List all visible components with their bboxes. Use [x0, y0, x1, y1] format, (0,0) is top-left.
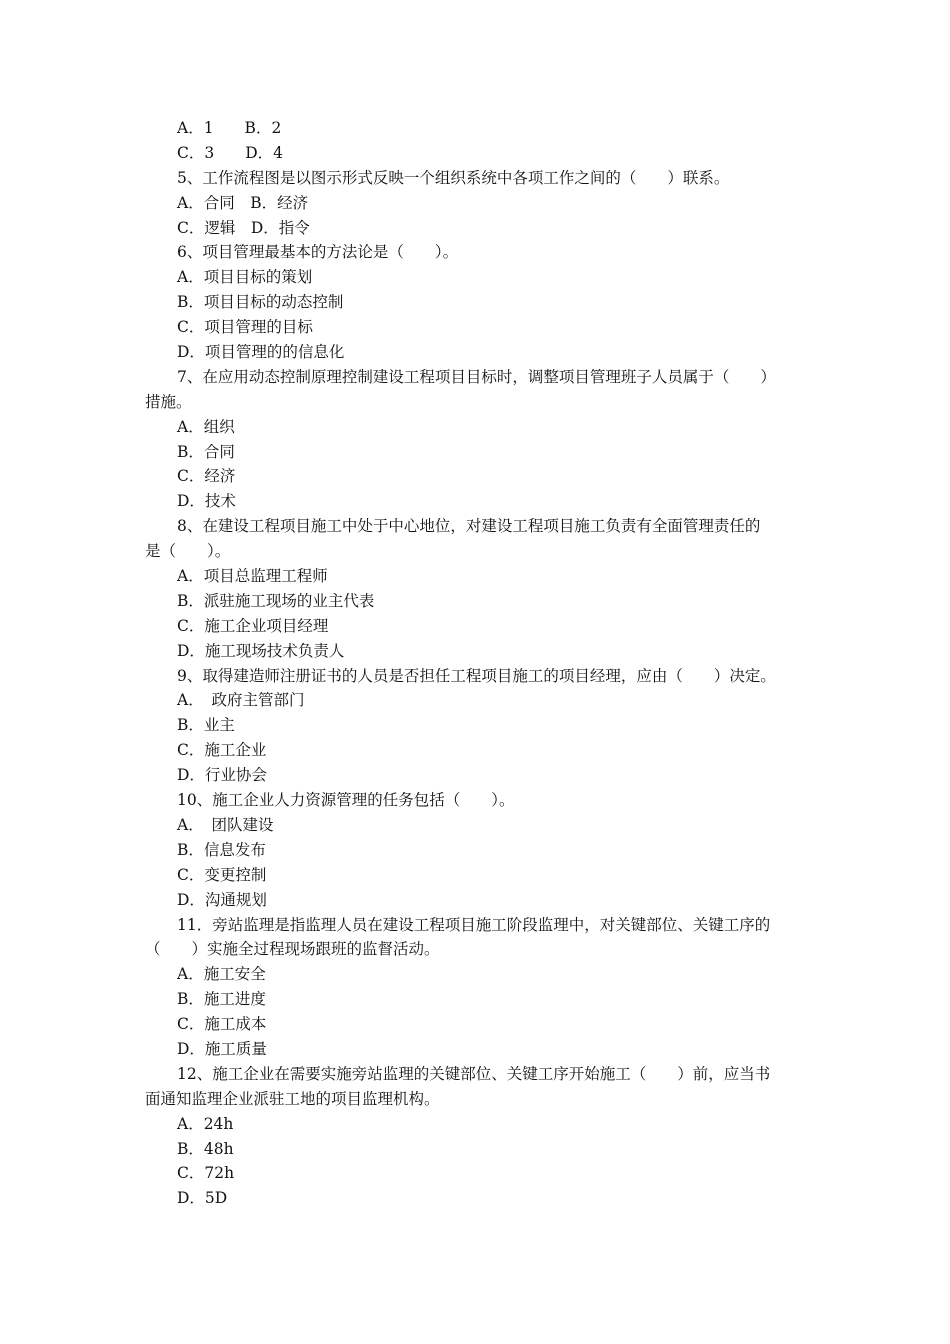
- question-5: 5、工作流程图是以图示形式反映一个组织系统中各项工作之间的（ ）联系。: [177, 168, 730, 187]
- option-a: A．项目目标的策划: [177, 268, 313, 287]
- question-11-continued: （ ）实施全过程现场跟班的监督活动。: [145, 940, 440, 959]
- question-9: 9、取得建造师注册证书的人员是否担任工程项目施工的项目经理，应由（ ）决定。: [177, 666, 776, 685]
- option-d: D．施工质量: [177, 1039, 267, 1058]
- option-line: A．合同 B．经济: [177, 193, 309, 212]
- option-c: C．施工企业: [177, 741, 267, 760]
- option-a: A．施工安全: [177, 965, 266, 984]
- option-a: A． 政府主管部门: [177, 691, 305, 710]
- option-d: D．沟通规划: [177, 890, 267, 909]
- question-10: 10、施工企业人力资源管理的任务包括（ ）。: [177, 791, 515, 810]
- option-c: C．经济: [177, 467, 236, 486]
- option-b: B．信息发布: [177, 840, 266, 859]
- option-b: B．施工进度: [177, 990, 266, 1009]
- option-b: B．48h: [177, 1139, 234, 1158]
- option-b: B．合同: [177, 442, 235, 461]
- question-6: 6、项目管理最基本的方法论是（ ）。: [177, 243, 459, 262]
- option-c: C．项目管理的目标: [177, 318, 313, 337]
- option-c: C．施工企业项目经理: [177, 616, 329, 635]
- option-b: B．项目目标的动态控制: [177, 293, 344, 312]
- option-a: A．组织: [177, 417, 235, 436]
- option-line: C．3 D．4: [177, 143, 284, 162]
- question-7-continued: 措施。: [145, 392, 192, 411]
- question-12-continued: 面通知监理企业派驻工地的项目监理机构。: [145, 1089, 440, 1108]
- question-12: 12、施工企业在需要实施旁站监理的关键部位、关键工序开始施工（ ）前，应当书: [177, 1064, 771, 1083]
- question-11: 11．旁站监理是指监理人员在建设工程项目施工阶段监理中，对关键部位、关键工序的: [177, 915, 771, 934]
- option-b: B．派驻施工现场的业主代表: [177, 591, 375, 610]
- option-d: D．5D: [177, 1189, 228, 1208]
- exam-questions: [145, 116, 810, 1211]
- question-7: 7、在应用动态控制原理控制建设工程项目目标时，调整项目管理班子人员属于（ ）: [177, 367, 776, 386]
- option-a: A． 团队建设: [177, 815, 274, 834]
- option-c: C．72h: [177, 1164, 235, 1183]
- option-d: D．施工现场技术负责人: [177, 641, 345, 660]
- option-b: B．业主: [177, 716, 235, 735]
- option-d: D．项目管理的的信息化: [177, 343, 345, 362]
- option-a: A．项目总监理工程师: [177, 567, 328, 586]
- option-d: D．行业协会: [177, 766, 267, 785]
- option-d: D．技术: [177, 492, 236, 511]
- option-line: C．逻辑 D．指令: [177, 218, 310, 237]
- question-8-continued: 是（ ）。: [145, 542, 231, 561]
- option-c: C．施工成本: [177, 1015, 267, 1034]
- option-a: A．24h: [177, 1114, 234, 1133]
- option-line: A．1 B．2: [177, 119, 282, 137]
- option-c: C．变更控制: [177, 865, 267, 884]
- question-8: 8、在建设工程项目施工中处于中心地位，对建设工程项目施工负责有全面管理责任的: [177, 517, 761, 536]
